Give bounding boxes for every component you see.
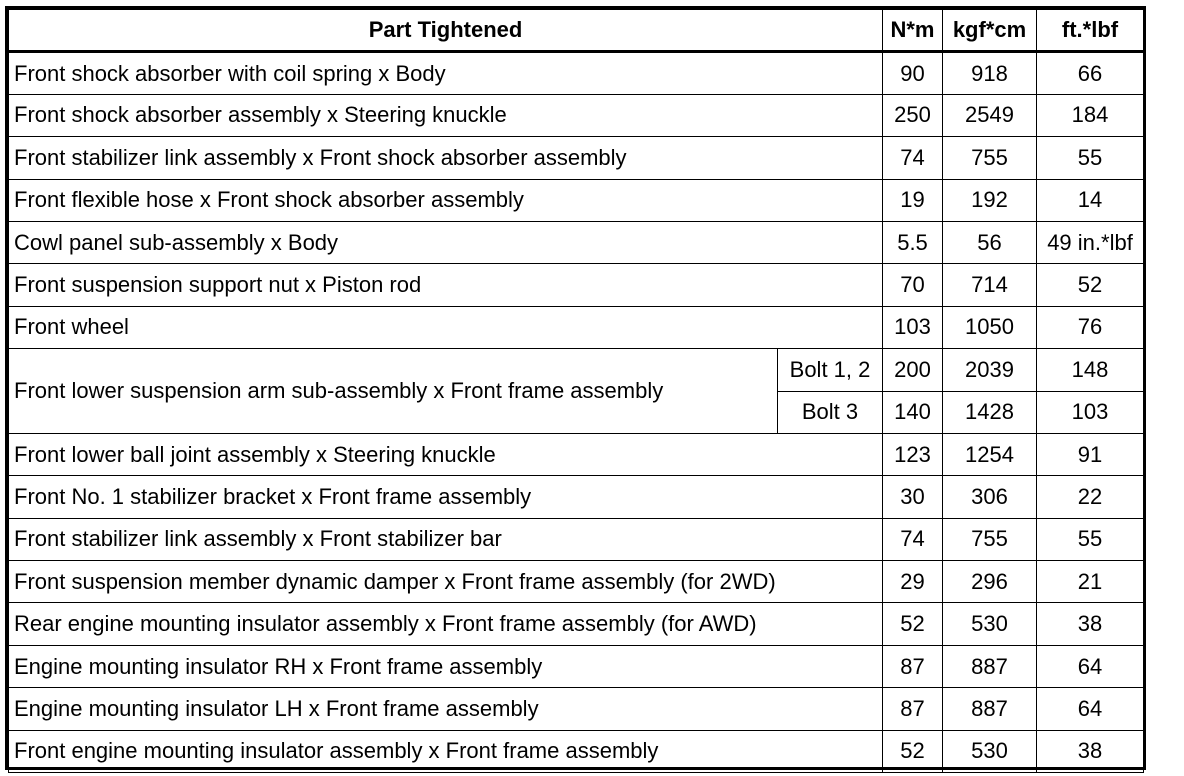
table-row xyxy=(9,645,1144,687)
torque-specification-table xyxy=(8,9,1144,773)
nm-cell: 74 xyxy=(883,137,943,179)
table-header-row xyxy=(9,10,1144,52)
part-cell: Rear engine mounting insulator assembly x Front frame assembly (for AWD) xyxy=(9,603,883,645)
table-row xyxy=(9,561,1144,603)
bolt-label-cell: Bolt 1, 2 xyxy=(778,349,883,391)
kgfcm-cell: 887 xyxy=(943,688,1037,730)
kgfcm-cell: 192 xyxy=(943,179,1037,221)
ftlbf-cell: 64 xyxy=(1037,645,1144,687)
header-ftlbf: ft.*lbf xyxy=(1037,10,1144,52)
ftlbf-cell: 55 xyxy=(1037,137,1144,179)
nm-cell: 52 xyxy=(883,603,943,645)
part-cell: Front stabilizer link assembly x Front shock absorber assembly xyxy=(9,137,883,179)
kgfcm-cell: 755 xyxy=(943,518,1037,560)
table-row xyxy=(9,730,1144,772)
kgfcm-cell: 918 xyxy=(943,52,1037,94)
table-row xyxy=(9,476,1144,518)
ftlbf-cell: 66 xyxy=(1037,52,1144,94)
part-cell: Engine mounting insulator LH x Front frame assembly xyxy=(9,688,883,730)
table-row xyxy=(9,518,1144,560)
table-row xyxy=(9,94,1144,136)
ftlbf-cell: 38 xyxy=(1037,603,1144,645)
kgfcm-cell: 887 xyxy=(943,645,1037,687)
table-row-split xyxy=(9,349,1144,391)
bolt-label-cell: Bolt 3 xyxy=(778,391,883,433)
table-row xyxy=(9,306,1144,348)
nm-cell: 19 xyxy=(883,179,943,221)
kgfcm-cell: 306 xyxy=(943,476,1037,518)
nm-cell: 103 xyxy=(883,306,943,348)
kgfcm-cell: 755 xyxy=(943,137,1037,179)
part-cell: Engine mounting insulator RH x Front frame assembly xyxy=(9,645,883,687)
nm-cell: 87 xyxy=(883,645,943,687)
ftlbf-cell: 52 xyxy=(1037,264,1144,306)
ftlbf-cell: 14 xyxy=(1037,179,1144,221)
kgfcm-cell: 2549 xyxy=(943,94,1037,136)
nm-cell: 250 xyxy=(883,94,943,136)
ftlbf-cell: 55 xyxy=(1037,518,1144,560)
ftlbf-cell: 76 xyxy=(1037,306,1144,348)
part-cell: Front suspension support nut x Piston rod xyxy=(9,264,883,306)
ftlbf-cell: 49 in.*lbf xyxy=(1037,221,1144,263)
ftlbf-cell: 184 xyxy=(1037,94,1144,136)
part-cell: Front shock absorber assembly x Steering knuckle xyxy=(9,94,883,136)
torque-table-frame xyxy=(5,6,1146,770)
ftlbf-cell: 64 xyxy=(1037,688,1144,730)
ftlbf-cell: 103 xyxy=(1037,391,1144,433)
part-cell: Front stabilizer link assembly x Front stabilizer bar xyxy=(9,518,883,560)
ftlbf-cell: 22 xyxy=(1037,476,1144,518)
part-cell: Front No. 1 stabilizer bracket x Front frame assembly xyxy=(9,476,883,518)
table-row xyxy=(9,433,1144,475)
ftlbf-cell: 91 xyxy=(1037,433,1144,475)
part-cell-split: Front lower suspension arm sub-assembly x Front frame assembly xyxy=(9,349,778,434)
kgfcm-cell: 1050 xyxy=(943,306,1037,348)
kgfcm-cell: 1254 xyxy=(943,433,1037,475)
part-cell: Front shock absorber with coil spring x Body xyxy=(9,52,883,94)
header-part-tightened: Part Tightened xyxy=(9,10,883,52)
nm-cell: 52 xyxy=(883,730,943,772)
nm-cell: 5.5 xyxy=(883,221,943,263)
nm-cell: 74 xyxy=(883,518,943,560)
table-row xyxy=(9,137,1144,179)
nm-cell: 140 xyxy=(883,391,943,433)
kgfcm-cell: 1428 xyxy=(943,391,1037,433)
kgfcm-cell: 530 xyxy=(943,730,1037,772)
table-row xyxy=(9,52,1144,94)
table-row xyxy=(9,221,1144,263)
table-row xyxy=(9,264,1144,306)
part-cell: Front wheel xyxy=(9,306,883,348)
part-cell: Front engine mounting insulator assembly x Front frame assembly xyxy=(9,730,883,772)
part-cell: Cowl panel sub-assembly x Body xyxy=(9,221,883,263)
kgfcm-cell: 56 xyxy=(943,221,1037,263)
table-row xyxy=(9,688,1144,730)
part-cell: Front flexible hose x Front shock absorber assembly xyxy=(9,179,883,221)
nm-cell: 87 xyxy=(883,688,943,730)
nm-cell: 30 xyxy=(883,476,943,518)
header-kgfcm: kgf*cm xyxy=(943,10,1037,52)
nm-cell: 90 xyxy=(883,52,943,94)
kgfcm-cell: 296 xyxy=(943,561,1037,603)
header-nm: N*m xyxy=(883,10,943,52)
nm-cell: 29 xyxy=(883,561,943,603)
part-cell: Front suspension member dynamic damper x Front frame assembly (for 2WD) xyxy=(9,561,883,603)
kgfcm-cell: 714 xyxy=(943,264,1037,306)
nm-cell: 200 xyxy=(883,349,943,391)
ftlbf-cell: 21 xyxy=(1037,561,1144,603)
table-row xyxy=(9,603,1144,645)
nm-cell: 70 xyxy=(883,264,943,306)
ftlbf-cell: 38 xyxy=(1037,730,1144,772)
kgfcm-cell: 530 xyxy=(943,603,1037,645)
kgfcm-cell: 2039 xyxy=(943,349,1037,391)
table-row xyxy=(9,179,1144,221)
nm-cell: 123 xyxy=(883,433,943,475)
ftlbf-cell: 148 xyxy=(1037,349,1144,391)
part-cell: Front lower ball joint assembly x Steering knuckle xyxy=(9,433,883,475)
